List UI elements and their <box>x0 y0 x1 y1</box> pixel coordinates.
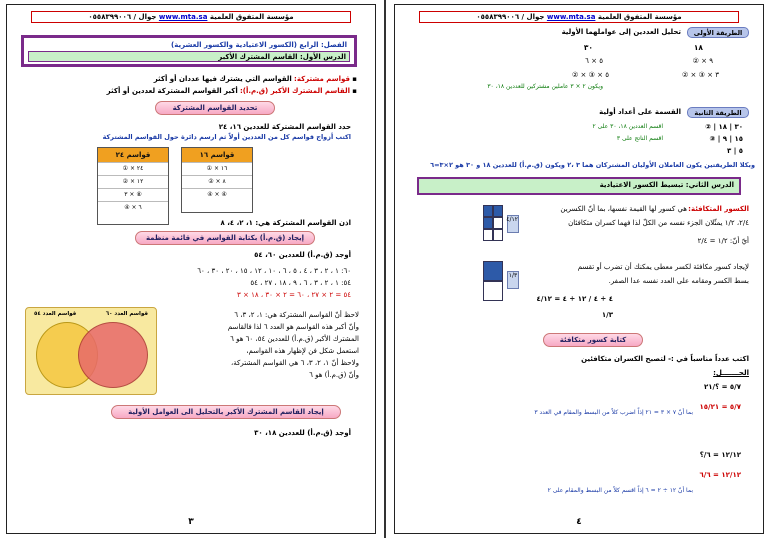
equivalent-fractions-key: الكسور المتكافئة: <box>688 205 749 213</box>
simplify-text: لإيجاد كسور مكافئة لكسر معطى يمكنك أن تضرب أو تقسم <box>577 263 749 271</box>
example-prompt: اكتب عدداً مناسباً في :- لتصبح الكسران متكافئين <box>581 355 749 363</box>
venn-circle-60 <box>78 322 148 388</box>
table-row: ١٦ × ① <box>182 162 252 175</box>
section-title-organized-list: إيجاد (ق.م.أ) بكتابة القواسم في قائمة منظمة <box>135 231 315 245</box>
header-site-link[interactable]: www.mta.sa <box>158 13 208 21</box>
simplify-result: ١/٣ <box>601 311 613 319</box>
division-note: اقسم العددين ١٨، ٣٠ على ٢ <box>592 123 663 130</box>
grid-cell <box>493 205 503 217</box>
example-2-note: بما أنّ ١٢ ÷ ٢ = ٦ إذاً اقسم كلاً من البسط والمقام على ٢ <box>547 487 693 494</box>
table-row: ١٢ × ② <box>98 175 168 188</box>
method-2-badge: الطريقة الثانية <box>687 107 749 118</box>
simplify-equation: ٤ ÷ ٤ / ١٢ ÷ ٤ = ٤/١٢ <box>536 295 613 303</box>
right-page <box>394 4 764 534</box>
division-row: ١٥ | ٩ | ③ <box>709 135 743 143</box>
answer-1: اذن القواسم المشتركة هي: ١، ٢، ٤، ٨ <box>220 219 351 227</box>
example-2-equation: ١٢/١٢ = ٦/؟ <box>699 451 741 459</box>
method-1-badge: الطريقة الأولى <box>687 27 749 38</box>
tree-b-row: ٥ × ③ × ② <box>572 71 609 79</box>
division-row: ٣٠ | ١٨ | ② <box>705 123 743 131</box>
tree-b-top: ٣٠ <box>583 43 593 52</box>
grid-cell <box>483 229 493 241</box>
division-row: ٥ | ٣ <box>727 147 743 155</box>
table-row: ٦ × ④ <box>98 201 168 214</box>
methods-conclusion: وبكلا الطريقتين يكون العاملان الأوليان المشتركان هما ٣ ،٢ ويكون (ق.م.أ) للعددين ١٨ و ٣٠ هو ٢×٣=٦ <box>430 161 755 169</box>
section-title-equivalent: كتابة كسور متكافئة <box>543 333 643 347</box>
equivalent-fractions-text: هي كسور لها القيمة نفسها، بما أنّ الكسرين <box>560 205 687 213</box>
bullet-common-factors: ▪ قواسم مشتركة: القواسم التي يشترك فيها عددان أو أكثر <box>153 75 357 83</box>
tree-b-row: ٥ × ٦ <box>585 57 603 65</box>
venn-label-54: قواسم العدد ٥٤ <box>34 311 77 317</box>
grid-cell <box>483 261 503 281</box>
page-header <box>31 11 351 23</box>
bullet-gcf: ▪ القاسم المشترك الأكبر (ق.م.أ): أكبر القواسم المشتركة لعددين أو أكثر <box>106 87 357 95</box>
question-1: حدد القواسم المشتركة للعددين ١٦، ٢٤ <box>218 123 351 131</box>
division-note: اقسم الناتج على ٣ <box>616 135 663 142</box>
table-row: ٢٤ × ① <box>98 162 168 175</box>
side-fraction: ١/٣ <box>507 271 519 289</box>
header-phone: جوال / ٠٥٥٨٣٩٩٠٠٦ <box>476 13 545 21</box>
left-page <box>6 4 376 534</box>
factors-table-16 <box>181 147 253 213</box>
equivalent-fractions-text: ٢/٤، ١/٢ يمثّلان الجزء نفسه من الكلّ لذا فهما كسران متكافئان <box>568 219 749 227</box>
section-title-common-factors: تحديد القواسم المشتركة <box>155 101 275 115</box>
factors-line-60: ٦٠: ١ ، ٢ ، ٣ ، ٤ ، ٥ ، ٦ ، ١٠ ، ١٢ ، ١٥ ، ٢٠ ، ٣٠ ، ٦٠ <box>197 267 351 275</box>
question-3: أوجد (ق.م.أ) للعددين ١٨، ٣٠ <box>254 429 351 437</box>
factors-table-24 <box>97 147 169 225</box>
table-row: ⑧ × ٣ <box>98 188 168 201</box>
header-phone: جوال / ٠٥٥٨٣٩٩٠٠٦ <box>88 13 157 21</box>
question-2: أوجد (ق.م.أ) للعددين ٦٠، ٥٤ <box>254 251 351 259</box>
side-fraction: ٤/١٢ <box>507 215 519 233</box>
section-title-prime-factorization: إيجاد القاسم المشترك الأكبر بالتحليل الى العوامل الأولية <box>111 405 341 419</box>
chapter-frame <box>21 35 357 67</box>
example-1-equation: ٥/٧ = ؟/٢١ <box>703 383 741 391</box>
venn-label-60: قواسم العدد ٦٠ <box>105 311 148 317</box>
example-1-answer: ٥/٧ = ١٥/٢١ <box>699 403 741 411</box>
header-org: مؤسسة المتفوق العلمية <box>209 13 294 21</box>
header-org: مؤسسة المتفوق العلمية <box>597 13 682 21</box>
method-1-note: ويكون ٢ × ٣ عاملين مشتركين للعددين ١٨، ٣٠ <box>487 83 603 90</box>
example-1-note: بما أنّ ٧ × ٣ = ٢١ إذاً اضرب كلاً من البسط والمقام في العدد ٣ <box>534 409 693 416</box>
grid-cell <box>493 229 503 241</box>
lesson-2-title: الدرس الثاني: تبسيط الكسور الاعتيادية <box>417 177 741 195</box>
multiplication-line: ٥٤ = ٢ × ٢٧ ، ٦٠ = ٢ × ٣٠ ، ١٨ × ٣ <box>236 291 351 299</box>
grid-cell <box>483 281 503 301</box>
grid-cell <box>483 217 493 229</box>
grid-cell <box>493 217 503 229</box>
factors-line-54: ٥٤: ١ ، ٢ ، ٣ ، ٦ ، ٩ ، ١٨ ، ٢٧ ، ٥٤ <box>250 279 351 287</box>
simplify-text: بسط الكسر ومقامه على العدد نفسه عدا الصفر. <box>608 277 749 285</box>
header-site-link[interactable]: www.mta.sa <box>546 13 596 21</box>
table-header: قواسم ٢٤ <box>98 148 168 162</box>
page-number: ٤ <box>576 517 582 527</box>
venn-paragraph: لاحظ أنّ القواسم المشتركة هي: ١، ٢، ٣، ٦ وأنّ أكبر هذه القواسم هو العدد ٦ لذا فالقاسم المشترك الأكبر (ق.م.أ) للعددين ٥٤، ٦٠ هو ٦ استعمل شكل فن لإظهار هذه القواسم، ولاحظ أنّ ١، ٢، ٣، ٦ هي القواسم المشتركة، وأنّ (ق.م.أ) هو ٦ <box>227 311 359 379</box>
table-header: قواسم ١٦ <box>182 148 252 162</box>
venn-diagram <box>25 307 157 395</box>
page-spine <box>384 0 386 538</box>
method-1-title: تحليل العددين إلى عواملهما الأولية <box>561 28 681 36</box>
question-1-hint: اكتب أزواج قواسم كل من العددين أولاً ثم ارسم دائرة حول القواسم المشتركة <box>102 133 351 141</box>
lesson-title: الدرس الأول: القاسم المشترك الأكبر <box>28 51 350 62</box>
table-row: ٨ × ② <box>182 175 252 188</box>
example-2-answer: ١٢/١٢ = ٦/٦ <box>699 471 741 479</box>
chapter-title: الفصل: الرابع (الكسور الاعتيادية والكسور العشرية) <box>171 41 347 49</box>
tree-a-top: ١٨ <box>693 43 703 52</box>
page-header <box>419 11 739 23</box>
method-2-title: القسمة على أعداد أولية <box>599 108 681 116</box>
solution-label: الحـــــــل: <box>713 369 749 377</box>
tree-a-row: ٣ × ③ × ② <box>682 71 719 79</box>
grid-cell <box>483 205 493 217</box>
tree-a-row: ٩ × ② <box>692 57 713 65</box>
page-number: ٣ <box>188 517 194 527</box>
table-row: ④ × ④ <box>182 188 252 201</box>
equivalent-fractions-text: أيّ أنّ: ١/٢ = ٢/٤ <box>697 237 749 245</box>
